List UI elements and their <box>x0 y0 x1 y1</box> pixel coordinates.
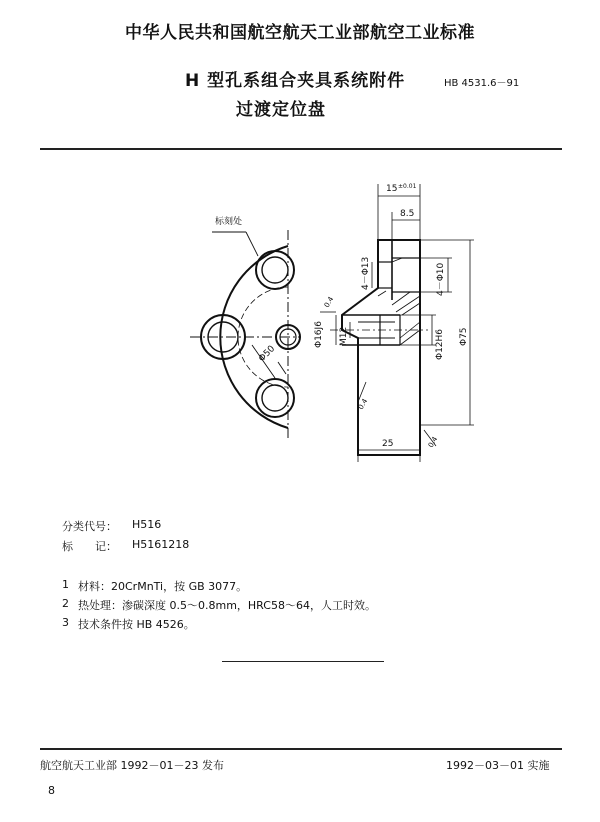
issue-date: 航空航天工业部 1992－01－23 发布 <box>40 759 224 772</box>
dim-holes-13: 4－Φ13 <box>361 256 371 290</box>
dim-length-25: 25 <box>382 439 394 449</box>
note-2-number: 2 <box>62 597 69 610</box>
title-line-1: H 型孔系组合夹具系统附件 <box>185 71 406 91</box>
dimensions <box>320 184 474 462</box>
dim-bore-16: Φ16J6 <box>314 321 324 348</box>
note-1-number: 1 <box>62 578 69 591</box>
implementation-date: 1992－03－01 实施 <box>446 759 550 772</box>
title-line-2: 过渡定位盘 <box>236 100 326 120</box>
dim-thread-m12: M12 <box>339 326 349 346</box>
section-view <box>330 240 428 455</box>
end-rule <box>222 661 384 662</box>
top-rule <box>40 148 562 150</box>
dim-bore-12: Φ12H6 <box>435 328 445 360</box>
standard-header: 中华人民共和国航空航天工业部航空工业标准 <box>125 23 475 43</box>
marking-value: H5161218 <box>132 538 190 551</box>
dim-holes-10: 4－Φ10 <box>436 262 446 296</box>
note-3-text: 技术条件按 HB 4526。 <box>78 618 195 631</box>
dim-outer-75: Φ75 <box>459 327 469 346</box>
roughness-c: 0.4 <box>426 435 440 449</box>
standard-code: HB 4531.6－91 <box>444 78 520 89</box>
roughness-a: 0.4 <box>322 295 336 309</box>
front-view <box>190 230 300 440</box>
marking-label: 标 记： <box>62 540 117 553</box>
note-3-number: 3 <box>62 616 69 629</box>
page-number: 8 <box>48 784 55 797</box>
dim-8-5: 8.5 <box>400 209 415 219</box>
roughness-b: 0.4 <box>356 397 370 411</box>
section-outline <box>342 240 420 455</box>
bottom-rule <box>40 748 562 750</box>
note-1-text: 材料：20CrMnTi，按 GB 3077。 <box>78 580 248 593</box>
technical-drawing <box>0 170 600 470</box>
classification-label: 分类代号： <box>62 520 117 533</box>
mark-label: 标刻处 <box>215 217 243 227</box>
classification-value: H516 <box>132 518 162 531</box>
note-2-text: 热处理：渗碳深度 0.5～0.8mm，HRC58～64，人工时效。 <box>78 599 376 612</box>
dim-pcd-50: Φ50 <box>257 343 278 365</box>
dim-15: 15 <box>386 184 398 194</box>
dim-15-tolerance: ±0.01 <box>398 183 417 190</box>
